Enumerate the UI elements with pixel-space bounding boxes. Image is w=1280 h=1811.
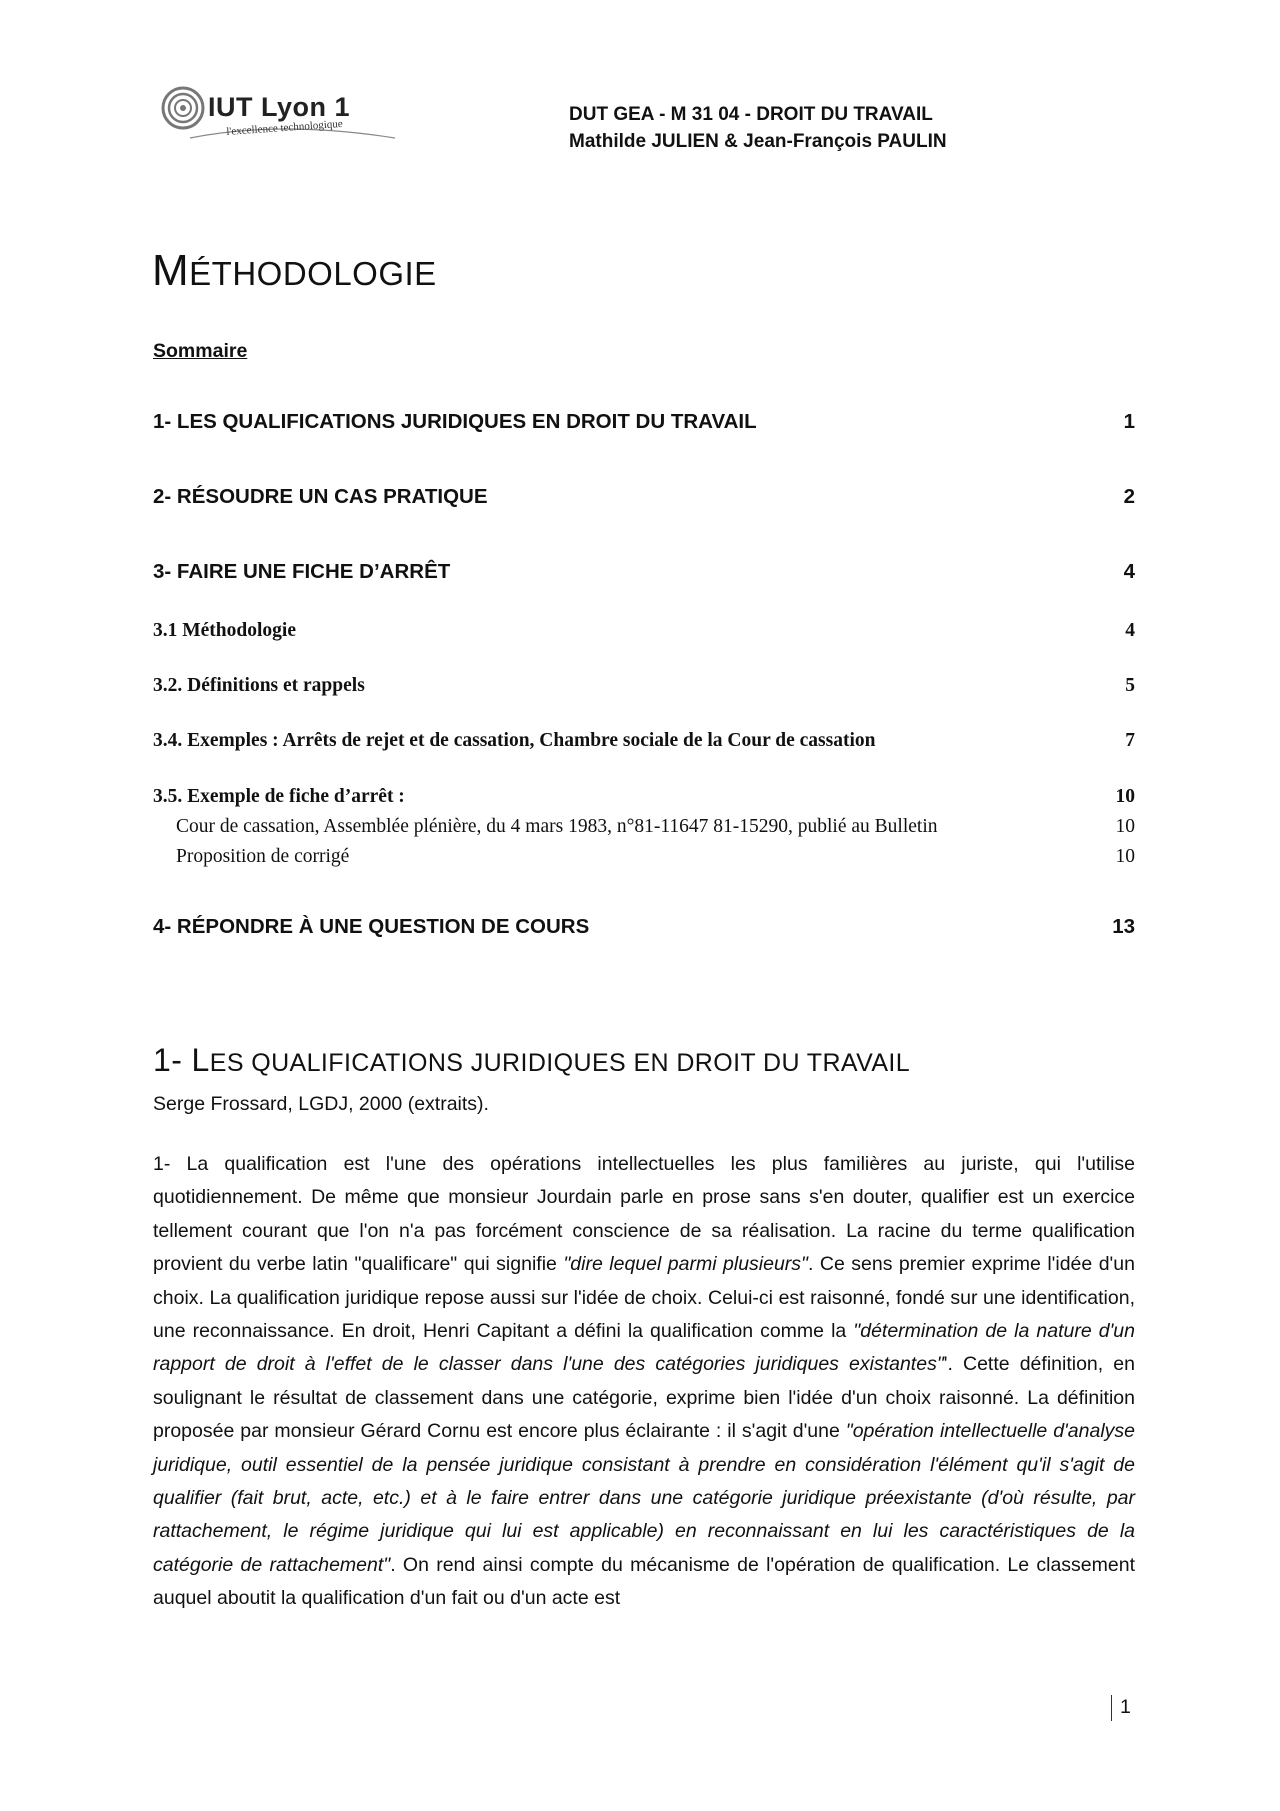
paragraph-quote: "détermination de la nature d'un rapport de droit à l'effet de le classer dans l'une des catégories juridiques existantes" [153,1320,1135,1376]
toc-entry-page: 10 [1115,816,1135,837]
page-title [152,246,437,296]
toc-entry[interactable] [153,620,1135,642]
section-heading [153,1042,910,1079]
page-number: 1 [1120,1696,1131,1718]
toc-entry[interactable] [153,915,1135,939]
toc-entry-label: 4- RÉPONDRE À UNE QUESTION DE COURS [153,915,590,938]
paragraph-quote: "dire lequel parmi plusieurs" [563,1253,808,1276]
toc-entry-page: 7 [1125,730,1135,751]
course-title: DUT GEA - M 31 04 - DROIT DU TRAVAIL [569,104,933,125]
toc-entry-page: 10 [1115,846,1135,867]
toc-entry-page: 1 [1123,410,1135,433]
toc-entry-label: 3.1 Méthodologie [153,620,296,641]
logo-text: IUT Lyon 1 [208,92,351,122]
toc-entry-label: 3.4. Exemples : Arrêts de rejet et de cassation, Chambre sociale de la Cour de cassation [153,730,876,751]
toc-entry[interactable] [153,410,1135,434]
toc-entry-label: 2- RÉSOUDRE UN CAS PRATIQUE [153,485,488,508]
toc-entry[interactable] [153,675,1135,697]
toc-entry-label: Proposition de corrigé [176,846,350,867]
section-heading-rest: ES QUALIFICATIONS JURIDIQUES EN DROIT DU TRAVAIL [209,1049,911,1077]
toc-entry[interactable] [153,485,1135,509]
authors: Mathilde JULIEN & Jean-François PAULIN [569,131,947,152]
page-title-initial: M [152,246,190,295]
toc-entry-page: 10 [1115,786,1135,807]
toc-entry-page: 4 [1125,620,1135,641]
toc-entry[interactable] [176,846,1135,868]
toc-entry-page: 5 [1125,675,1135,696]
page-number-divider [1111,1695,1112,1721]
toc-entry-label: 3.2. Définitions et rappels [153,675,365,696]
logo-tagline: l'excellence technologique [226,117,344,138]
body-paragraph [153,1148,1135,1616]
toc-entry[interactable] [153,560,1135,584]
toc-entry[interactable] [153,730,1135,752]
toc-entry[interactable] [176,816,1135,838]
paragraph-text: '. Cette définition, en soulignant le résultat de classement dans une catégorie, exprime bien l'idée d'un choix raisonné. La définition proposée par monsieur Gérard Cornu est encore plus éclairante : il s'agit d'une [153,1353,1135,1443]
paragraph-text: . On rend ainsi compte du mécanisme de l'opération de qualification. Le classement auquel aboutit la qualification d'un fait ou d'un acte est [153,1553,1135,1610]
paragraph-text: 1- La qualification est l'une des opérations intellectuelles les plus familières au juriste, qui l'utilise quotidiennement. De même que monsieur Jourdain parle en prose sans s'en douter, qualifier est un exercice tellement courant que l'on n'a pas forcément conscience de sa réalisation. La racine du terme qualification provient du verbe latin "qualificare" qui signifie [153,1153,1135,1276]
toc-entry-page: 13 [1112,915,1135,938]
toc-entry-page: 2 [1123,485,1135,508]
toc-entry-label: 1- LES QUALIFICATIONS JURIDIQUES EN DROIT DU TRAVAIL [153,410,757,433]
toc-entry-label: Cour de cassation, Assemblée plénière, du 4 mars 1983, n°81-11647 81-15290, publié au Bulletin [176,816,938,837]
toc-entry-page: 4 [1123,560,1135,583]
toc-entry-label: 3- FAIRE UNE FICHE D’ARRÊT [153,560,451,583]
sommaire-heading: Sommaire [153,340,248,362]
toc-entry[interactable] [153,786,1135,808]
paragraph-text: . Ce sens premier exprime l'idée d'un choix. La qualification juridique repose aussi sur l'idée de choix. Celui-ci est raisonné, fondé sur une identification, une reconnaissance. En droit, Henri Capitant a défini la qualification comme la [153,1253,1135,1343]
section-heading-prefix: 1- L [153,1042,210,1078]
section-source: Serge Frossard, LGDJ, 2000 (extraits). [153,1093,489,1115]
paragraph-quote: "opération intellectuelle d'analyse juridique, outil essentiel de la pensée juridique consistant à prendre en considération l'élément qu'il s'agit de qualifier (fait brut, acte, etc.) et à le faire entrer dans une catégorie juridique préexistante (d'où résulte, par rattachement, le régime juridique qui lui est applicable) en reconnaissant en lui les caractéristiques de la catégorie de rattachement" [153,1420,1135,1576]
page-title-rest: ÉTHODOLOGIE [189,255,437,292]
toc-entry-label: 3.5. Exemple de fiche d’arrêt : [153,786,405,807]
